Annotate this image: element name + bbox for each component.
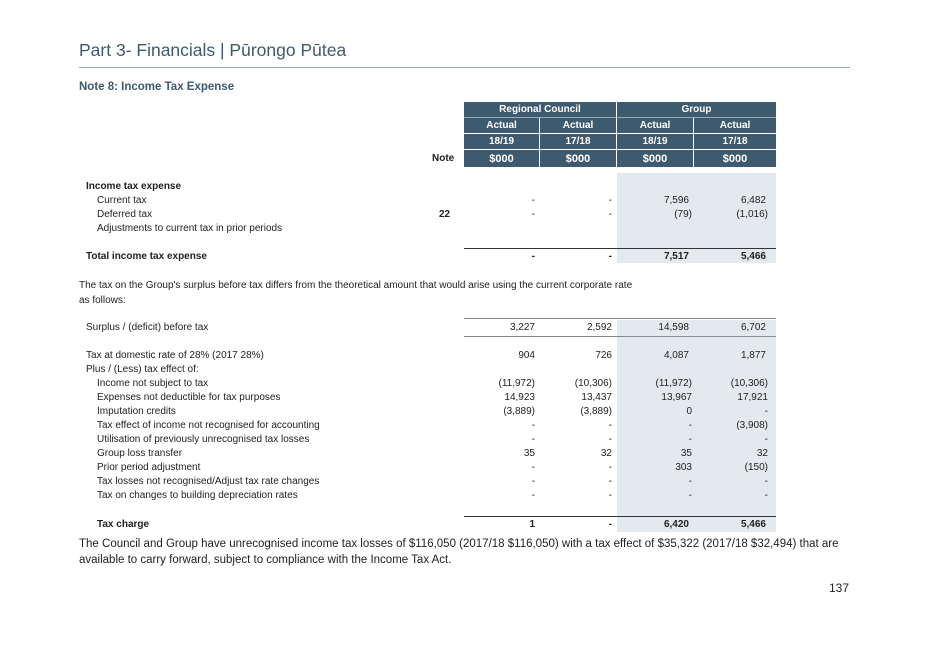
cell: 7,596 bbox=[663, 195, 689, 206]
cell: 1,877 bbox=[740, 350, 766, 361]
header-unit-grp-1: $000 bbox=[617, 150, 693, 167]
cell: 32 bbox=[756, 448, 768, 459]
cell: 726 bbox=[595, 350, 612, 361]
cell: 0 bbox=[686, 406, 692, 417]
row-label: Utilisation of previously unrecognised tax losses bbox=[97, 434, 310, 445]
section-heading-income-tax: Income tax expense bbox=[86, 181, 182, 192]
cell: 6,482 bbox=[740, 195, 766, 206]
tax-charge-rule bbox=[464, 516, 776, 517]
cell: (10,306) bbox=[730, 378, 768, 389]
cell: - bbox=[688, 490, 692, 501]
header-year-grp-2: 17/18 bbox=[694, 134, 776, 149]
cell: (3,889) bbox=[580, 406, 612, 417]
cell: 35 bbox=[523, 448, 535, 459]
cell: - bbox=[764, 476, 768, 487]
cell: 6,702 bbox=[740, 322, 766, 333]
cell: - bbox=[608, 251, 612, 262]
cell: - bbox=[688, 434, 692, 445]
cell: 303 bbox=[675, 462, 692, 473]
header-unit-grp-2: $000 bbox=[694, 150, 776, 167]
cell: - bbox=[531, 251, 535, 262]
cell: - bbox=[531, 420, 535, 431]
row-label: Tax charge bbox=[97, 519, 150, 530]
surplus-top-rule bbox=[464, 318, 776, 319]
cell: 5,466 bbox=[740, 519, 766, 530]
note-heading: Note 8: Income Tax Expense bbox=[79, 81, 235, 93]
cell: - bbox=[531, 195, 535, 206]
header-year-grp-1: 18/19 bbox=[617, 134, 693, 149]
cell: 32 bbox=[600, 448, 612, 459]
cell: 2,592 bbox=[586, 322, 612, 333]
footnote: The Council and Group have unrecognised income tax losses of $116,050 (2017/18 $116,050) with a tax effect of $35,322 (2017/18 $32,494) that are available to carry forward, subject to compliance with the Income Tax Act. bbox=[79, 538, 839, 566]
page-number: 137 bbox=[828, 581, 849, 595]
cell: - bbox=[608, 434, 612, 445]
row-label: Deferred tax bbox=[97, 209, 153, 220]
cell: 5,466 bbox=[740, 251, 766, 262]
cell: - bbox=[531, 462, 535, 473]
cell: - bbox=[608, 462, 612, 473]
cell: - bbox=[531, 434, 535, 445]
cell: (11,972) bbox=[655, 378, 692, 389]
cell: - bbox=[608, 209, 612, 220]
cell: - bbox=[608, 420, 612, 431]
cell: - bbox=[531, 476, 535, 487]
cell: (3,889) bbox=[503, 406, 535, 417]
cell: - bbox=[608, 519, 612, 530]
header-group: Group bbox=[617, 102, 776, 118]
row-label: Tax at domestic rate of 28% (2017 28%) bbox=[86, 350, 264, 361]
row-label: Income not subject to tax bbox=[97, 378, 209, 389]
row-label: Imputation credits bbox=[97, 406, 176, 417]
header-unit-rc-1: $000 bbox=[464, 150, 539, 167]
cell: 13,437 bbox=[581, 392, 612, 403]
header-year-rc-2: 17/18 bbox=[540, 134, 616, 149]
cell: (79) bbox=[674, 209, 692, 220]
surplus-bottom-rule bbox=[464, 336, 776, 337]
cell: - bbox=[608, 476, 612, 487]
header-actual-rc-2: Actual bbox=[540, 118, 616, 133]
cell: - bbox=[764, 434, 768, 445]
cell: 1 bbox=[529, 519, 535, 530]
header-actual-grp-1: Actual bbox=[617, 118, 693, 133]
page-title: Part 3- Financials | Pūrongo Pūtea bbox=[79, 40, 347, 60]
header-year-rc-1: 18/19 bbox=[464, 134, 539, 149]
row-label: Tax losses not recognised/Adjust tax rate changes bbox=[97, 476, 320, 487]
row-label: Group loss transfer bbox=[97, 448, 183, 459]
cell: (1,016) bbox=[736, 209, 768, 220]
cell: 6,420 bbox=[663, 519, 689, 530]
cell: 4,087 bbox=[663, 350, 689, 361]
row-note: 22 bbox=[439, 209, 451, 220]
row-label: Tax on changes to building depreciation rates bbox=[97, 490, 298, 501]
header-unit-rc-2: $000 bbox=[540, 150, 616, 167]
cell: (150) bbox=[744, 462, 768, 473]
header-actual-rc-1: Actual bbox=[464, 118, 539, 133]
cell: - bbox=[531, 490, 535, 501]
cell: 35 bbox=[680, 448, 692, 459]
header-regional-council: Regional Council bbox=[464, 102, 616, 118]
cell: (11,972) bbox=[498, 378, 535, 389]
cell: 904 bbox=[518, 350, 535, 361]
cell: - bbox=[764, 490, 768, 501]
title-divider bbox=[79, 67, 850, 68]
row-label: Adjustments to current tax in prior periods bbox=[97, 223, 283, 234]
row-label: Current tax bbox=[97, 195, 147, 206]
total-rule bbox=[464, 248, 776, 249]
header-actual-grp-2: Actual bbox=[694, 118, 776, 133]
cell: - bbox=[608, 195, 612, 206]
cell: 14,923 bbox=[504, 392, 535, 403]
cell: 13,967 bbox=[661, 392, 692, 403]
cell: 17,921 bbox=[737, 392, 768, 403]
header-note: Note bbox=[432, 153, 455, 164]
row-label: Expenses not deductible for tax purposes bbox=[97, 392, 281, 403]
cell: - bbox=[688, 420, 692, 431]
cell: 14,598 bbox=[658, 322, 689, 333]
cell: - bbox=[531, 209, 535, 220]
row-label: Total income tax expense bbox=[86, 251, 207, 262]
plus-less-label: Plus / (Less) tax effect of: bbox=[86, 364, 199, 375]
cell: (10,306) bbox=[574, 378, 612, 389]
cell: - bbox=[608, 490, 612, 501]
explanation-paragraph: The tax on the Group's surplus before tax differs from the theoretical amount that would arise using the current corporate rate as follows: bbox=[79, 280, 633, 306]
cell: - bbox=[688, 476, 692, 487]
cell: - bbox=[764, 406, 768, 417]
cell: 3,227 bbox=[509, 322, 535, 333]
row-label: Surplus / (deficit) before tax bbox=[86, 322, 209, 333]
row-label: Prior period adjustment bbox=[97, 462, 201, 473]
cell: 7,517 bbox=[663, 251, 689, 262]
cell: (3,908) bbox=[736, 420, 768, 431]
row-label: Tax effect of income not recognised for accounting bbox=[97, 420, 320, 431]
